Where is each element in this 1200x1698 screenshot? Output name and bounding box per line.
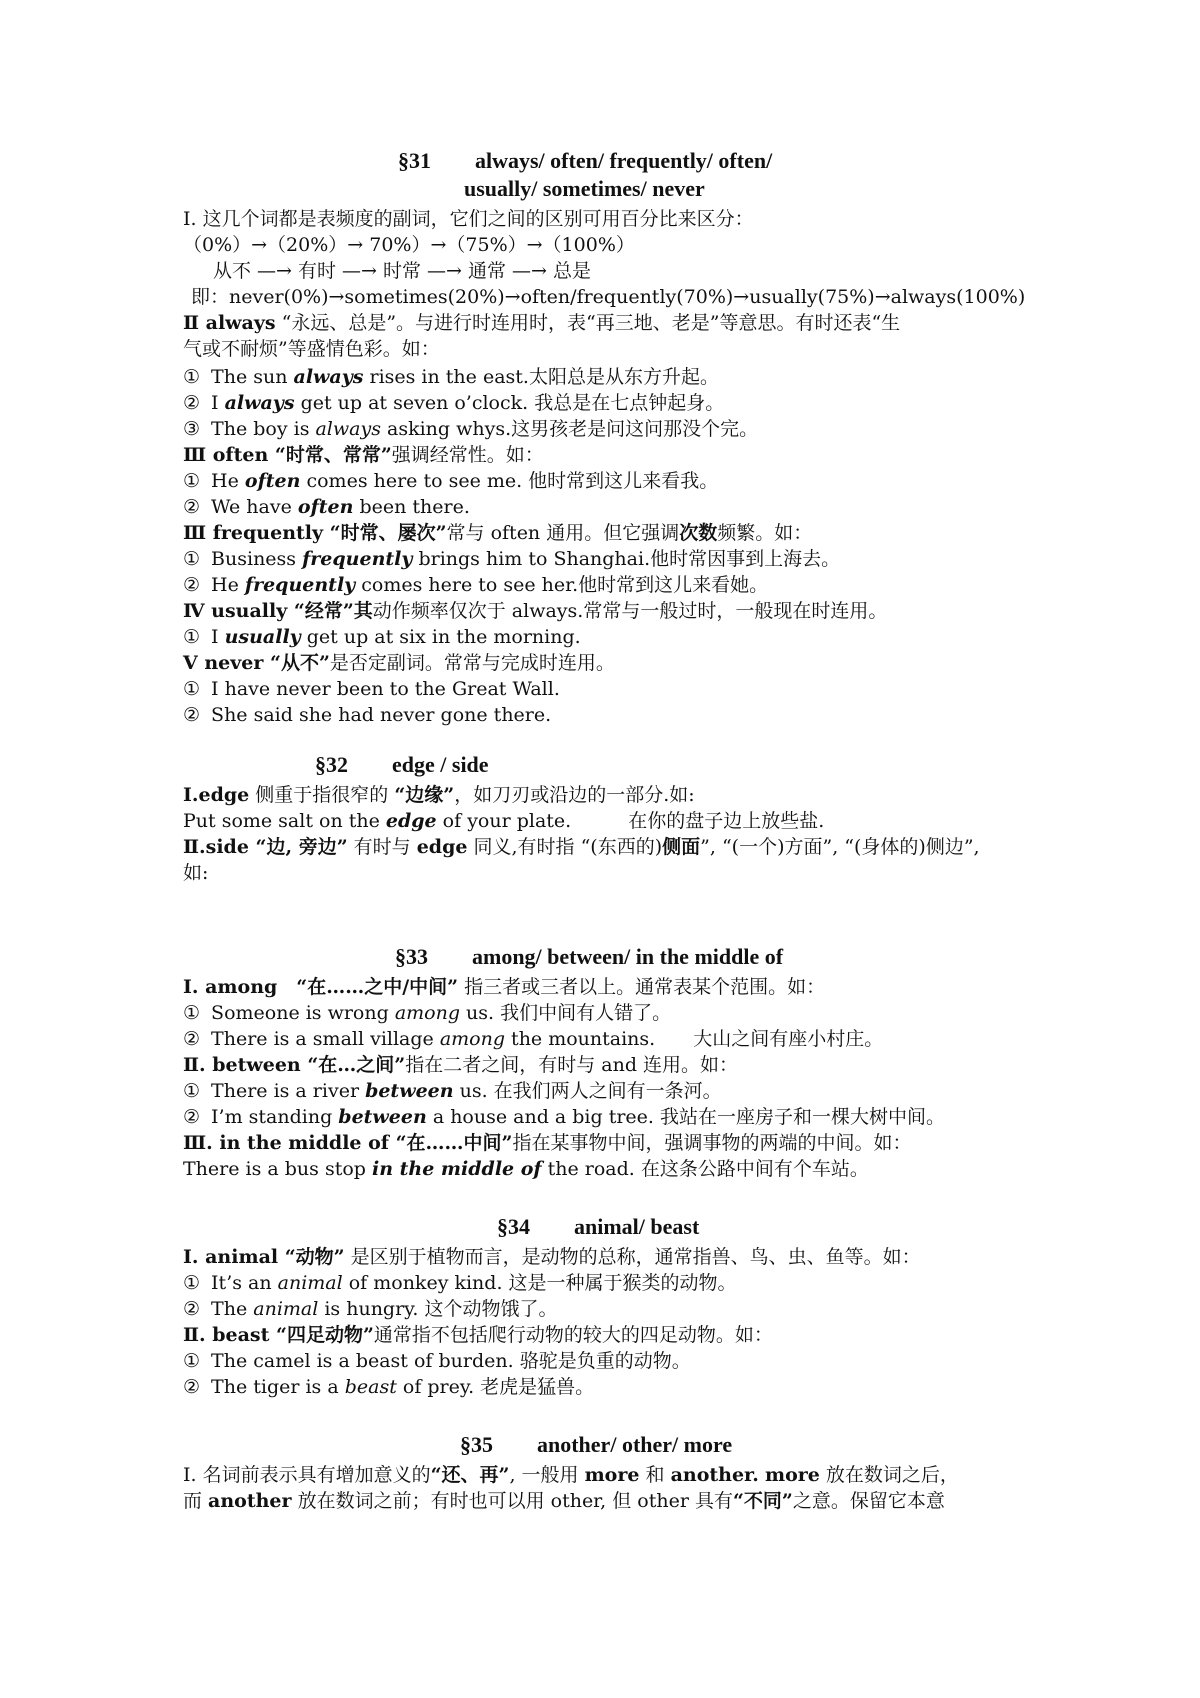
among-definition (183, 974, 825, 1000)
s31-chinese-scale: 从不 —→ 有时 —→ 时常 —→ 通常 —→ 总是 (213, 260, 591, 282)
example-line (183, 676, 560, 702)
s31-intro: Ⅰ. 这几个词都是表频度的副词，它们之间的区别可用百分比来区分： (183, 208, 754, 230)
edge-desc: ，如刀刃或沿边的一部分.如: (454, 784, 695, 806)
keyword: between (338, 1106, 427, 1128)
example-line (183, 494, 470, 520)
keyword: animal (277, 1272, 343, 1294)
side-desc: ”, “(一个)方面”, “(身体的)侧边”, (700, 836, 980, 858)
s35-line-2 (183, 1488, 945, 1514)
s35-line-1 (183, 1462, 959, 1488)
keyword: among (394, 1002, 460, 1024)
never-definition (183, 650, 615, 676)
list-marker: ① (183, 1272, 201, 1294)
keyword: often (244, 470, 301, 492)
list-marker: ① (183, 1350, 201, 1372)
never-heading: Ⅴ never “从不” (183, 652, 330, 674)
keyword: often (297, 496, 354, 518)
section-33-title: §33 among/ between/ in the middle of (395, 944, 784, 969)
keyword: always (224, 392, 295, 414)
often-heading: Ⅲ often “时常、常常” (183, 444, 392, 466)
edge-emphasis: “边缘” (394, 784, 455, 806)
example-text: There is a small village (211, 1028, 440, 1050)
keyword: frequently (244, 574, 356, 596)
example-line (183, 1270, 737, 1296)
example-line (183, 702, 551, 728)
animal-heading: Ⅰ. animal “动物” (183, 1246, 345, 1268)
always-definition (183, 310, 900, 336)
s31-percent-line: （0%）→（20%）→ 70%）→（75%）→（100%） (183, 234, 635, 256)
example-text: Put some salt on the (183, 810, 386, 832)
example-text: The sun (211, 366, 294, 388)
example-line (183, 1348, 691, 1374)
among-heading: Ⅰ. among “在……之中/中间” (183, 976, 459, 998)
example-text: The camel is a beast of burden. 骆驼是负重的动物。 (211, 1350, 691, 1372)
example-text: It’s an (211, 1272, 278, 1294)
example-text: Business (211, 548, 303, 570)
list-marker: ① (183, 1002, 201, 1024)
keyword: edge (385, 810, 437, 832)
list-marker: ② (183, 704, 201, 726)
example-text: been there. (353, 496, 470, 518)
between-desc: 指在二者之间，有时与 and 连用。如： (405, 1054, 739, 1076)
example-text: We have (211, 496, 298, 518)
example-text: The tiger is a (211, 1376, 345, 1398)
example-line (183, 1296, 557, 1322)
keyword: in the middle of (371, 1158, 542, 1180)
example-text: brings him to Shanghai.他时常因事到上海去。 (412, 548, 841, 570)
list-marker: ① (183, 366, 201, 388)
list-marker: ① (183, 626, 201, 648)
beast-desc: 通常指不包括爬行动物的较大的四足动物。如： (373, 1324, 773, 1346)
always-definition-cont: 气或不耐烦”等盛情色彩。如： (183, 338, 440, 360)
keyword: beast (344, 1376, 397, 1398)
example-line (183, 546, 840, 572)
list-marker: ① (183, 1080, 201, 1102)
s31-frequency-scale: 即：never(0%)→sometimes(20%)→often/frequently(70%)→usually(75%)→always(100%) (191, 286, 1026, 308)
example-text: There is a river (211, 1080, 366, 1102)
example-text: a house and a big tree. 我站在一座房子和一棵大树中间。 (426, 1106, 945, 1128)
frequently-emphasis: 次数 (679, 522, 718, 544)
example-text: of monkey kind. 这是一种属于猴类的动物。 (342, 1272, 737, 1294)
list-marker: ② (183, 1028, 201, 1050)
example-text: comes here to see me. 他时常到这儿来看我。 (300, 470, 719, 492)
example-text: Someone is wrong (211, 1002, 395, 1024)
example-text: rises in the east.太阳总是从东方升起。 (363, 366, 719, 388)
always-heading: Ⅱ always (183, 312, 276, 334)
example-text: us. 在我们两人之间有一条河。 (453, 1080, 722, 1102)
side-desc: 有时与 (347, 836, 417, 858)
edge-definition (183, 782, 695, 808)
s35-text: , 一般用 (509, 1464, 585, 1486)
example-line (183, 390, 724, 416)
keyword: always (315, 418, 381, 440)
list-marker: ① (183, 548, 201, 570)
keyword: frequently (302, 548, 413, 570)
middle-example (183, 1156, 869, 1182)
often-desc: 强调经常性。如： (391, 444, 544, 466)
edge-heading: Ⅰ.edge (183, 784, 250, 806)
section-34-title: §34 animal/ beast (497, 1214, 700, 1239)
example-line (183, 1026, 883, 1052)
s35-text: 放在数词之后， (819, 1464, 959, 1486)
side-definition (183, 834, 980, 860)
example-text: get up at six in the morning. (300, 626, 581, 648)
often-definition (183, 442, 544, 468)
example-text: get up at seven o’clock. 我总是在七点钟起身。 (294, 392, 725, 414)
example-text: I have never been to the Great Wall. (211, 678, 560, 700)
example-text: He (211, 470, 245, 492)
example-text: There is a bus stop (183, 1158, 372, 1180)
middle-definition (183, 1130, 911, 1156)
example-line (183, 624, 581, 650)
example-text: I (211, 392, 225, 414)
example-text: comes here to see her.他时常到这儿来看她。 (355, 574, 769, 596)
s35-keyword: another. (670, 1464, 759, 1486)
list-marker: ③ (183, 418, 201, 440)
list-marker: ② (183, 496, 201, 518)
example-text: the road. 在这条公路中间有个车站。 (541, 1158, 869, 1180)
s35-text: 和 (639, 1464, 671, 1486)
frequently-definition (183, 520, 812, 546)
list-marker: ② (183, 1106, 201, 1128)
section-35-title: §35 another/ other/ more (460, 1432, 733, 1457)
usually-heading: Ⅳ usually “经常”其 (183, 600, 373, 622)
s35-keyword: more (584, 1464, 640, 1486)
s35-keyword: another (208, 1490, 292, 1512)
example-text: asking whys.这男孩老是问这问那没个完。 (380, 418, 759, 440)
example-text: I’m standing (211, 1106, 339, 1128)
between-definition (183, 1052, 738, 1078)
animal-definition (183, 1244, 921, 1270)
example-line (183, 572, 768, 598)
s35-text: 而 (183, 1490, 209, 1512)
s35-emphasis: “还、再” (430, 1464, 510, 1486)
side-desc: 同义,有时指 “(东西的) (467, 836, 663, 858)
list-marker: ② (183, 574, 201, 596)
example-text: the mountains. 大山之间有座小村庄。 (505, 1028, 884, 1050)
example-text: is hungry. 这个动物饿了。 (318, 1298, 558, 1320)
middle-heading: Ⅲ. in the middle of “在……中间” (183, 1132, 513, 1154)
edge-desc: 侧重于指很窄的 (249, 784, 395, 806)
list-marker: ② (183, 392, 201, 414)
side-definition-cont: 如: (183, 862, 209, 884)
example-line (183, 1374, 594, 1400)
always-desc: “永远、总是”。与进行时连用时，表“再三地、老是”等意思。有时还表“生 (275, 312, 901, 334)
between-heading: Ⅱ. between “在…之间” (183, 1054, 406, 1076)
frequently-heading: Ⅲ frequently “时常、屡次” (183, 522, 447, 544)
example-text: I (211, 626, 225, 648)
frequently-desc: 常与 often 通用。但它强调 (446, 522, 680, 544)
usually-desc: 动作频率仅次于 always.常常与一般过时，一般现在时连用。 (372, 600, 888, 622)
list-marker: ① (183, 470, 201, 492)
example-line (183, 416, 758, 442)
section-31-title: §31 always/ often/ frequently/ often/ (398, 148, 773, 173)
edge-example (183, 808, 824, 834)
example-text: She said she had never gone there. (211, 704, 552, 726)
usually-definition (183, 598, 887, 624)
keyword: animal (253, 1298, 319, 1320)
beast-definition (183, 1322, 773, 1348)
middle-desc: 指在某事物中间，强调事物的两端的中间。如： (512, 1132, 912, 1154)
beast-heading: Ⅱ. beast “四足动物” (183, 1324, 374, 1346)
keyword: usually (224, 626, 301, 648)
among-desc: 指三者或三者以上。通常表某个范围。如： (458, 976, 826, 998)
list-marker: ② (183, 1298, 201, 1320)
example-line (183, 1000, 671, 1026)
s35-text: 放在数词之前；有时也可以用 other, 但 other 具有 (291, 1490, 733, 1512)
example-text: He (211, 574, 245, 596)
keyword: between (365, 1080, 454, 1102)
s35-text: 之意。保留它本意 (792, 1490, 945, 1512)
s35-text: Ⅰ. 名词前表示具有增加意义的 (183, 1464, 431, 1486)
example-line (183, 364, 719, 390)
frequently-desc: 频繁。如： (717, 522, 813, 544)
example-text: The boy is (211, 418, 316, 440)
keyword: always (293, 366, 364, 388)
side-emphasis: edge (416, 836, 468, 858)
s35-emphasis: “不同” (732, 1490, 793, 1512)
s35-keyword: more (764, 1464, 820, 1486)
keyword: among (439, 1028, 506, 1050)
example-line (183, 1078, 722, 1104)
section-32-title: §32 edge / side (315, 752, 489, 777)
example-text: of your plate. 在你的盘子边上放些盐. (436, 810, 825, 832)
animal-desc: 是区别于植物而言，是动物的总称，通常指兽、鸟、虫、鱼等。如： (344, 1246, 921, 1268)
example-text: of prey. 老虎是猛兽。 (396, 1376, 595, 1398)
side-emphasis: 侧面 (662, 836, 701, 858)
never-desc: 是否定副词。常常与完成时连用。 (329, 652, 615, 674)
side-heading: Ⅱ.side “边, 旁边” (183, 836, 348, 858)
example-text: The (211, 1298, 254, 1320)
example-text: us. 我们中间有人错了。 (460, 1002, 672, 1024)
section-31-subtitle: usually/ sometimes/ never (464, 176, 705, 201)
example-line (183, 1104, 945, 1130)
example-line (183, 468, 718, 494)
list-marker: ② (183, 1376, 201, 1398)
list-marker: ① (183, 678, 201, 700)
